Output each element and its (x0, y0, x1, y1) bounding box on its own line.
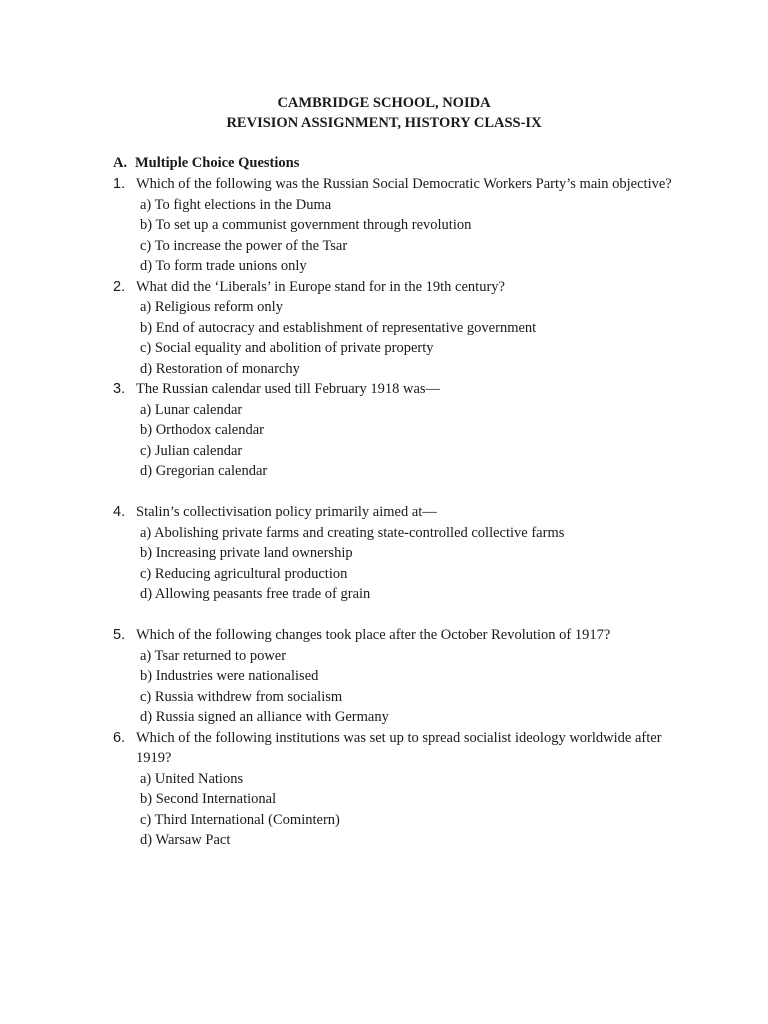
option-c: c) To increase the power of the Tsar (140, 237, 348, 254)
option-a: a) To fight elections in the Duma (140, 196, 332, 213)
option-a: a) United Nations (140, 770, 244, 787)
option-c: c) Reducing agricultural production (140, 565, 348, 582)
question-list (113, 174, 673, 851)
question-text: Stalin’s collectivisation policy primarily aimed at— (136, 504, 437, 520)
question-text: Which of the following institutions was set up to spread socialist ideology worldwide after 1919? (136, 729, 662, 766)
assignment-title: REVISION ASSIGNMENT, HISTORY CLASS-IX (226, 115, 542, 131)
option-b: b) Second International (140, 791, 277, 807)
option-d: d) Warsaw Pact (140, 832, 231, 848)
option-list (136, 769, 673, 851)
question-6 (113, 728, 673, 851)
section-heading (113, 153, 299, 173)
option-list (136, 195, 673, 277)
document-header (0, 93, 768, 133)
option-b: b) Orthodox calendar (140, 422, 265, 438)
section-title: Multiple Choice Questions (135, 155, 300, 171)
option-list (136, 646, 673, 728)
option-d: d) Allowing peasants free trade of grain (140, 586, 371, 602)
section-letter: A. (113, 155, 128, 171)
option-d: d) To form trade unions only (140, 258, 307, 274)
option-d: d) Gregorian calendar (140, 463, 268, 479)
question-number: 5. (113, 627, 126, 643)
question-3 (113, 379, 673, 482)
option-d: d) Russia signed an alliance with Germany (140, 709, 389, 725)
option-a: a) Tsar returned to power (140, 647, 287, 664)
question-text: The Russian calendar used till February 1918 was— (136, 381, 441, 397)
option-c: c) Third International (Comintern) (140, 811, 340, 828)
option-a: a) Religious reform only (140, 299, 283, 315)
option-b: b) Industries were nationalised (140, 668, 319, 684)
option-c: c) Julian calendar (140, 442, 243, 459)
question-number: 2. (113, 278, 126, 295)
option-list (136, 523, 673, 605)
option-b: b) Increasing private land ownership (140, 545, 353, 561)
question-1 (113, 174, 673, 277)
question-number: 3. (113, 381, 126, 397)
option-d: d) Restoration of monarchy (140, 360, 300, 377)
option-a: a) Lunar calendar (140, 401, 243, 418)
question-text: Which of the following changes took place after the October Revolution of 1917? (136, 627, 611, 643)
option-list (136, 297, 673, 379)
option-b: b) End of autocracy and establishment of representative government (140, 319, 537, 336)
question-number: 4. (113, 504, 126, 520)
question-number: 1. (113, 176, 126, 192)
school-name: CAMBRIDGE SCHOOL, NOIDA (277, 95, 491, 111)
question-text: Which of the following was the Russian Social Democratic Workers Party’s main objective? (136, 176, 672, 192)
question-number: 6. (113, 729, 126, 746)
option-a: a) Abolishing private farms and creating state-controlled collective farms (140, 524, 565, 541)
option-c: c) Social equality and abolition of private property (140, 340, 434, 356)
option-list (136, 400, 673, 482)
question-5 (113, 625, 673, 728)
question-2 (113, 277, 673, 380)
question-4 (113, 502, 673, 605)
option-c: c) Russia withdrew from socialism (140, 688, 343, 705)
option-b: b) To set up a communist government through revolution (140, 217, 472, 233)
question-text: What did the ‘Liberals’ in Europe stand for in the 19th century? (136, 278, 505, 295)
